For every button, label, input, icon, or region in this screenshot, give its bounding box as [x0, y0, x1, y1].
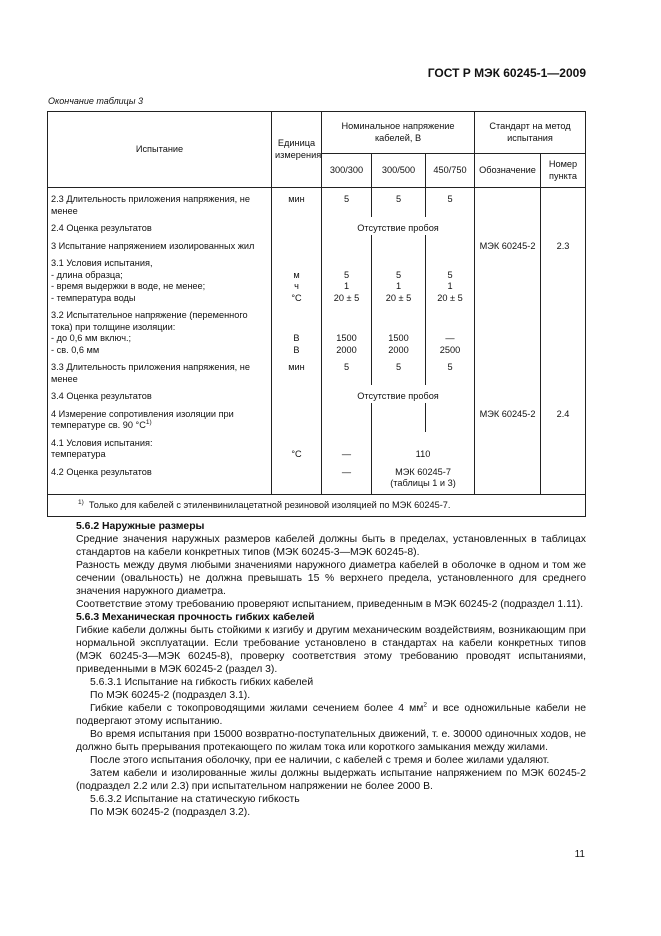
designation-cell: [475, 217, 541, 235]
col-clause: Номер пункта: [541, 154, 586, 188]
clause-cell: [541, 432, 586, 461]
test-cell: 3.2 Испытательное напряжение (переменного тока) при толщине изоляции: - до 0,6 мм включ.; - св. 0,6 мм: [48, 304, 272, 356]
table-row: [48, 252, 586, 304]
test-cell: 2.3 Длительность приложения напряжения, не менее: [48, 188, 272, 218]
paragraph: Соответствие этому требованию проверяют испытанием, приведенным в МЭК 60245-2 (подраздел 1.11).: [76, 599, 584, 610]
footnote-ref: 1): [145, 418, 152, 426]
test-cell: 4.1 Условия испытания: температура: [48, 432, 272, 461]
designation-cell: [475, 188, 541, 218]
text-part: Гибкие кабели с токопроводящими жилами сечением более 4 мм: [90, 703, 424, 714]
designation-cell: [475, 252, 541, 304]
unit-cell: [272, 461, 322, 495]
table-row: [48, 461, 586, 495]
v2-cell: 5: [372, 188, 426, 218]
v1-cell: 5: [322, 356, 372, 385]
v1-cell: [322, 403, 372, 432]
v3-cell: — 2500: [426, 304, 475, 356]
unit-cell: мин: [272, 356, 322, 385]
footnote-text: Только для кабелей с этиленвинилацетатной резиновой изоляцией по МЭК 60245-7.: [88, 499, 451, 510]
heading-5-6-2: 5.6.2 Наружные размеры: [76, 521, 205, 532]
v1-cell: 1500 2000: [322, 304, 372, 356]
test-cell: 3.3 Длительность приложения напряжения, не менее: [48, 356, 272, 385]
table-row: [48, 385, 586, 403]
unit-cell: мин: [272, 188, 322, 218]
v1-cell: 5: [322, 188, 372, 218]
v2-cell: [372, 235, 426, 253]
test-cell: 3.1 Условия испытания, - длина образца; - время выдержки в воде, не менее; - температура воды: [48, 252, 272, 304]
v3-cell: [426, 403, 475, 432]
v3-cell: 5: [426, 188, 475, 218]
designation-cell: [475, 356, 541, 385]
body-text: [76, 520, 586, 819]
unit-cell: [272, 403, 322, 432]
paragraph: Во время испытания при 15000 возвратно-поступательных движений, т. е. 30000 одиночных ходов, не должно быть прерывания протекающего по жилам тока или короткого замыкания между жилами.: [76, 729, 586, 753]
col-v3: 450/750: [426, 154, 475, 188]
col-designation: Обозначение: [475, 154, 541, 188]
col-v1: 300/300: [322, 154, 372, 188]
standard-header: ГОСТ Р МЭК 60245-1—2009: [427, 66, 586, 80]
table-caption: Окончание таблицы 3: [48, 96, 143, 106]
v3-cell: 5 1 20 ± 5: [426, 252, 475, 304]
table-row: [48, 403, 586, 432]
test-table: [47, 111, 586, 517]
table-row: [48, 356, 586, 385]
paragraph: По МЭК 60245-2 (подраздел 3.1).: [90, 690, 251, 701]
col-voltage-group: Номинальное напряжение кабелей, В: [322, 112, 475, 154]
table-row: [48, 217, 586, 235]
paragraph: Средние значения наружных размеров кабелей должны быть в пределах, установленных в таблицах стандартов на кабели конкретных типов (МЭК 60245-3—МЭК 60245-8).: [76, 534, 586, 558]
v2-cell: 1500 2000: [372, 304, 426, 356]
unit-cell: [272, 385, 322, 403]
designation-cell: [475, 461, 541, 495]
test-cell: 4.2 Оценка результатов: [48, 461, 272, 495]
col-unit: Единица измерения: [272, 112, 322, 188]
v3-cell: [426, 235, 475, 253]
clause-cell: 2.3: [541, 235, 586, 253]
paragraph: Затем кабели и изолированные жилы должны выдержать испытание напряжением по МЭК 60245-2 (подраздел 2.2 или 2.3) при испытательном напряжении не более 2000 В.: [76, 768, 586, 792]
designation-cell: [475, 304, 541, 356]
designation-cell: [475, 432, 541, 461]
designation-cell: МЭК 60245-2: [475, 403, 541, 432]
table-row: [48, 235, 586, 253]
designation-cell: [475, 385, 541, 403]
v2-cell: 5 1 20 ± 5: [372, 252, 426, 304]
col-std-group: Стандарт на метод испытания: [475, 112, 586, 154]
table-row: [48, 432, 586, 461]
v1-cell: 5 1 20 ± 5: [322, 252, 372, 304]
col-test: Испытание: [48, 112, 272, 188]
page-number: 11: [574, 849, 585, 860]
v1-cell: —: [322, 432, 372, 461]
unit-cell: м ч °С: [272, 252, 322, 304]
unit-cell: °С: [272, 432, 322, 461]
paragraph: 5.6.3.1 Испытание на гибкость гибких кабелей: [90, 677, 314, 688]
test-text: 4 Измерение сопротивления изоляции при температуре св. 90 °С: [51, 408, 234, 430]
footnote-mark: 1): [78, 498, 84, 506]
table-row: [48, 304, 586, 356]
paragraph: По МЭК 60245-2 (подраздел 3.2).: [90, 807, 251, 818]
unit-cell: [272, 217, 322, 235]
paragraph: Гибкие кабели должны быть стойкими к изгибу и другим механическим воздействиям, возникающим при нормальной эксплуатации. Если требование установлено в стандартах на кабели конкретных типов (МЭК 60245-3—МЭК 60245-8), проверку соответствия этому требованию проводят испытаниями, приведенными в МЭК 60245-2 (раздел 3).: [76, 625, 586, 675]
v1-cell: —: [322, 461, 372, 495]
clause-cell: [541, 188, 586, 218]
v2-cell: 5: [372, 356, 426, 385]
paragraph: 5.6.3.2 Испытание на статическую гибкость: [90, 794, 300, 805]
v23-cell: МЭК 60245-7 (таблицы 1 и 3): [372, 461, 475, 495]
result-cell: Отсутствие пробоя: [322, 385, 475, 403]
col-v2: 300/500: [372, 154, 426, 188]
test-cell: 3.4 Оценка результатов: [48, 385, 272, 403]
superscript: 2: [423, 701, 428, 709]
clause-cell: [541, 356, 586, 385]
v23-cell: 110: [372, 432, 475, 461]
v1-cell: [322, 235, 372, 253]
unit-cell: [272, 235, 322, 253]
clause-cell: 2.4: [541, 403, 586, 432]
designation-cell: МЭК 60245-2: [475, 235, 541, 253]
paragraph: Разность между двумя любыми значениями наружного диаметра кабелей в оболочке в одном и том же сечении (овальность) не должна превышать 15 % верхнего предела, установленного для среднего значения наружного диаметра.: [76, 560, 586, 597]
table-row: [48, 188, 586, 218]
text-part: и все одножильные кабели не подвергают этому испытанию.: [76, 703, 586, 727]
paragraph: [76, 702, 586, 728]
table-footnote: [48, 494, 586, 517]
clause-cell: [541, 217, 586, 235]
paragraph: После этого испытания оболочку, при ее наличии, с кабелей с тремя и более жилами удаляют.: [90, 755, 550, 766]
test-cell: 2.4 Оценка результатов: [48, 217, 272, 235]
v2-cell: [372, 403, 426, 432]
v3-cell: 5: [426, 356, 475, 385]
test-cell: [48, 403, 272, 432]
clause-cell: [541, 385, 586, 403]
clause-cell: [541, 304, 586, 356]
result-cell: Отсутствие пробоя: [322, 217, 475, 235]
clause-cell: [541, 461, 586, 495]
test-cell: 3 Испытание напряжением изолированных жил: [48, 235, 272, 253]
clause-cell: [541, 252, 586, 304]
heading-5-6-3: 5.6.3 Механическая прочность гибких кабелей: [76, 612, 315, 623]
unit-cell: В В: [272, 304, 322, 356]
